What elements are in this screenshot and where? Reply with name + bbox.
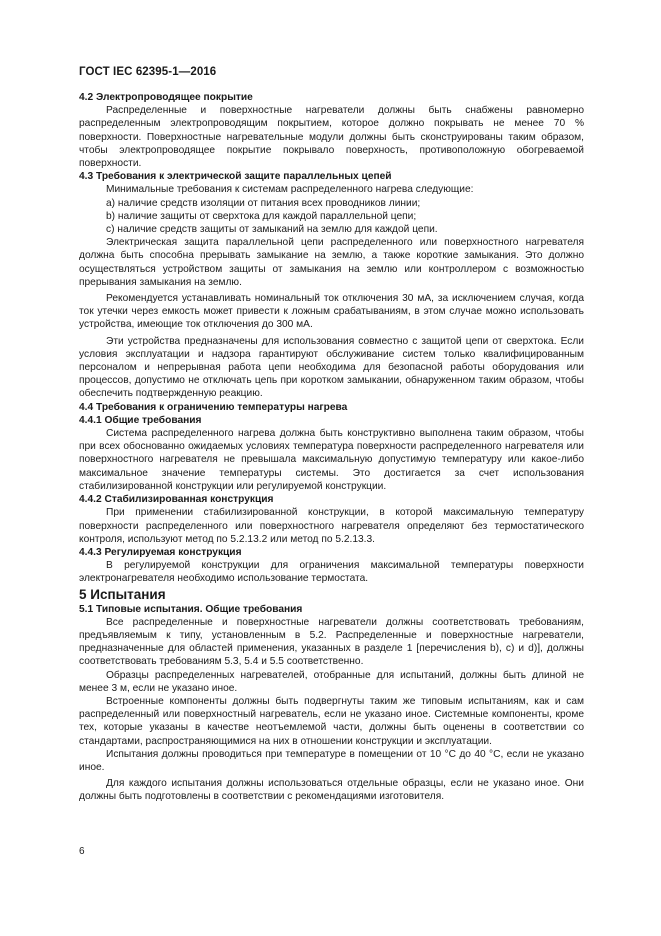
section-5-1-paragraph-4: Испытания должны проводиться при температуре в помещении от 10 °С до 40 °С, если не указано иное. bbox=[79, 748, 584, 773]
section-5-1-paragraph-5: Для каждого испытания должны использоваться отдельные образцы, если не указано иное. Они должны быть подготовлены в соответствии с рекомендациями изготовителя. bbox=[79, 778, 584, 803]
section-5-1-title: 5.1 Типовые испытания. Общие требования bbox=[79, 603, 303, 615]
section-4-4-2-paragraph: При применении стабилизированной конструкции, в которой максимальную температуру поверхности распределенного или поверхностного нагревателя определяют без термостатического контроля, используют метод по 5.2.13.2 или метод по 5.2.13.3. bbox=[79, 507, 584, 545]
section-4-2-paragraph: Распределенные и поверхностные нагреватели должны быть снабжены равномерно распределенным электропроводящим покрытием, которое должно покрывать не менее 70 % поверхности. Поверхностные нагревательные модули должны быть сконструированы таким образом, чтобы электропроводящее покрытие покрывало поверхность, противоположную обогреваемой поверхности. bbox=[79, 105, 584, 170]
section-4-3-intro: Минимальные требования к системам распределенного нагрева следующие: bbox=[106, 184, 474, 196]
section-4-3-title: 4.3 Требования к электрической защите параллельных цепей bbox=[79, 171, 392, 183]
list-item-b: b) наличие защиты от сверхтока для каждой параллельной цепи; bbox=[106, 210, 417, 222]
section-5-1-paragraph-1: Все распределенные и поверхностные нагреватели должны соответствовать требованиям, предъявляемым к типу, установленным в 5.2. Распределенные и поверхностные нагреватели, предназначенные для областей применения, указанных в разделе 1 [перечисления b), c) и d)], должны соответствовать требованиям 5.3, 5.4 и 5.5 соответственно. bbox=[79, 616, 584, 668]
page-number: 6 bbox=[79, 846, 85, 857]
section-4-2-title: 4.2 Электропроводящее покрытие bbox=[79, 92, 253, 103]
section-4-4-3-title: 4.4.3 Регулируемая конструкция bbox=[79, 546, 242, 558]
section-4-4-3-paragraph: В регулируемой конструкции для ограничения максимальной температуры поверхности электронагревателя необходимо использование термостата. bbox=[79, 560, 584, 585]
list-item-c: c) наличие средств защиты от замыканий на землю для каждой цепи. bbox=[106, 224, 438, 236]
section-4-4-2-title: 4.4.2 Стабилизированная конструкция bbox=[79, 494, 274, 506]
section-4-4-1-paragraph: Система распределенного нагрева должна быть конструктивно выполнена таким образом, чтобы при всех обоснованно ожидаемых условиях температура поверхности распределенного нагревателя или поверхностного нагревателя не превышала максимальную допустимую температуру или какое-либо максимальное значение температуры системы. Это достигается за счет использования стабилизированной конструкции или регулируемой конструкции. bbox=[79, 428, 584, 492]
section-4-3-paragraph-2: Рекомендуется устанавливать номинальный ток отключения 30 мА, за исключением случая, когда ток утечки через емкость может привести к ложным срабатываниям, в этом случае можно использовать устройства, имеющие ток отключения до 300 мА. bbox=[79, 293, 584, 331]
section-5-1-paragraph-3: Встроенные компоненты должны быть подвергнуты таким же типовым испытаниям, как и сам распределенный или поверхностный нагреватель, если не указано иное. Системные компоненты, кроме тех, которые указаны в качестве неотъемлемой части, должны быть оценены в соответствии со стандартами, распространяющимися на них в отношении конструкции и эксплуатации. bbox=[79, 695, 584, 747]
section-5-title: 5 Испытания bbox=[79, 586, 166, 602]
section-5-1-paragraph-2: Образцы распределенных нагревателей, отобранные для испытаний, должны быть длиной не менее 3 м, если не указано иное. bbox=[79, 669, 584, 694]
section-4-4-title: 4.4 Требования к ограничению температуры нагрева bbox=[79, 401, 348, 413]
section-4-3-paragraph-3: Эти устройства предназначены для использования совместно с защитой цепи от сверхтока. Если условия эксплуатации и надзора гарантируют обслуживание систем только квалифицированным персоналом и непрерывная работа цепи необходима для безопасной работы оборудования или процессов, допустимо не отключать цепь при коротком замыкании, обнаруженном таким образом, чтобы обеспечить подтвержденную реакцию. bbox=[79, 335, 584, 400]
list-item-a: a) наличие средств изоляции от питания всех проводников линии; bbox=[106, 197, 421, 209]
document-body bbox=[79, 91, 584, 804]
section-4-4-1-title: 4.4.1 Общие требования bbox=[79, 414, 202, 426]
section-4-3-paragraph-1: Электрическая защита параллельной цепи распределенного или поверхностного нагревателя должна быть способна прерывать замыкание на землю, а также короткие замыкания. Это должно осуществляться устройством защиты от замыкания на землю или контроллером с возможностью прерывания замыкания на землю. bbox=[79, 237, 584, 288]
document-header: ГОСТ IEC 62395-1—2016 bbox=[79, 66, 217, 78]
